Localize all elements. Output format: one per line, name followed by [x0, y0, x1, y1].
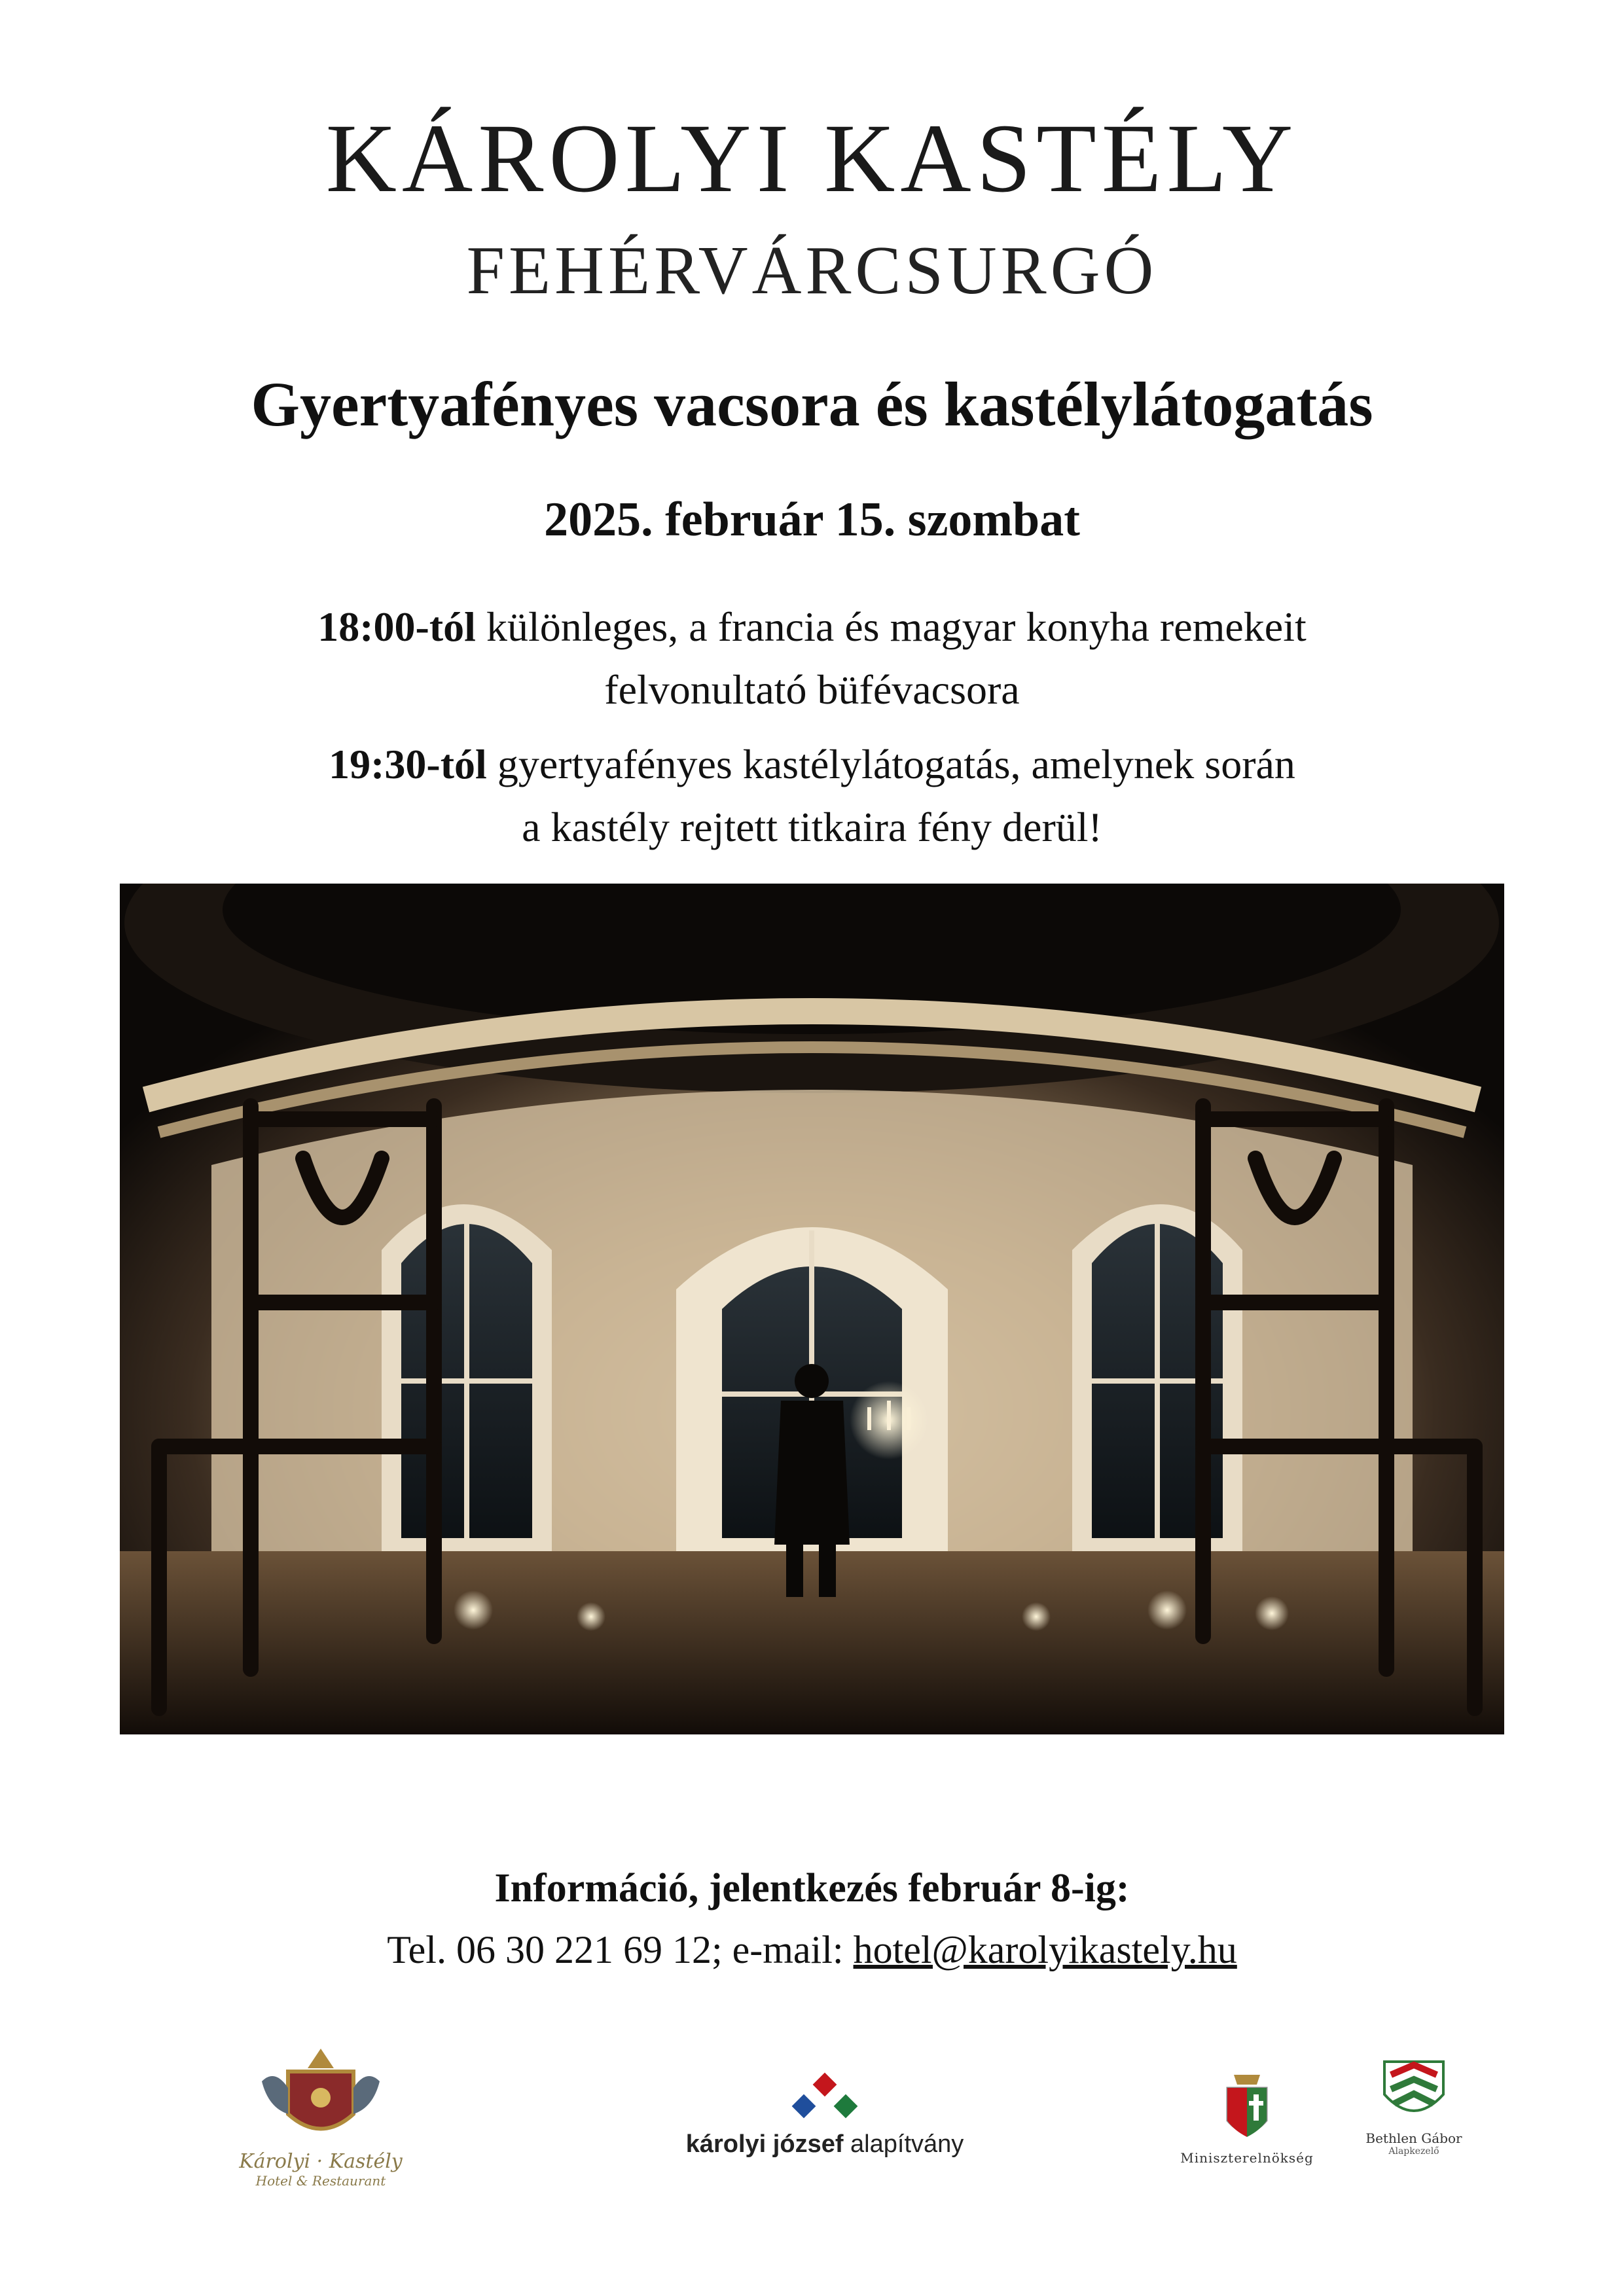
- info-heading: Információ, jelentkezés február 8-ig:: [494, 1866, 1130, 1910]
- page-title: KÁROLYI KASTÉLY: [325, 104, 1299, 213]
- hotel-logo-name: Károlyi · Kastély: [239, 2150, 403, 2173]
- bethlen-logo-name: Bethlen Gábor: [1365, 2130, 1462, 2146]
- diamond-squares-icon: [759, 2068, 890, 2127]
- event-date: 2025. február 15. szombat: [544, 493, 1080, 547]
- page-subtitle: FEHÉRVÁRCSURGÓ: [466, 232, 1158, 308]
- email-link[interactable]: hotel@karolyikastely.hu: [853, 1928, 1237, 1971]
- hotel-logo-tagline: Hotel & Restaurant: [255, 2173, 386, 2189]
- program-text: különleges, a francia és magyar konyha remekeit: [475, 603, 1307, 650]
- program-time: 19:30-tól: [329, 741, 487, 787]
- bethlen-logo: [1355, 2055, 1473, 2186]
- bethlen-shield-icon: [1378, 2055, 1450, 2127]
- program-item-dinner: [0, 596, 1624, 721]
- candlelit-hall-photo: [120, 884, 1504, 1734]
- program-time: 18:00-tól: [317, 603, 476, 650]
- ministry-logo-name: Miniszterelnökség: [1180, 2150, 1314, 2166]
- coat-of-arms-icon: [223, 2042, 419, 2147]
- foundation-name-rest: alapítvány: [843, 2130, 964, 2158]
- program-text: felvonultató büfévacsora: [604, 666, 1020, 713]
- candlelit-hall-illustration: [120, 884, 1504, 1734]
- hungarian-coat-of-arms-icon: [1218, 2068, 1276, 2147]
- bethlen-logo-tagline: Alapkezelő: [1388, 2146, 1439, 2157]
- program-text: a kastély rejtett titkaira fény derül!: [522, 804, 1102, 850]
- hotel-logo: [223, 2042, 419, 2199]
- program-text: gyertyafényes kastélylátogatás, amelynek során: [486, 741, 1295, 787]
- contact-line: [0, 1924, 1624, 1975]
- phone-text: Tel. 06 30 221 69 12; e-mail:: [387, 1928, 854, 1971]
- foundation-name-bold: károlyi józsef: [685, 2130, 844, 2158]
- event-title: Gyertyafényes vacsora és kastélylátogatás: [251, 369, 1373, 439]
- ministry-logo: [1152, 2068, 1342, 2186]
- program-item-tour: [0, 733, 1624, 859]
- foundation-logo: [668, 2068, 982, 2166]
